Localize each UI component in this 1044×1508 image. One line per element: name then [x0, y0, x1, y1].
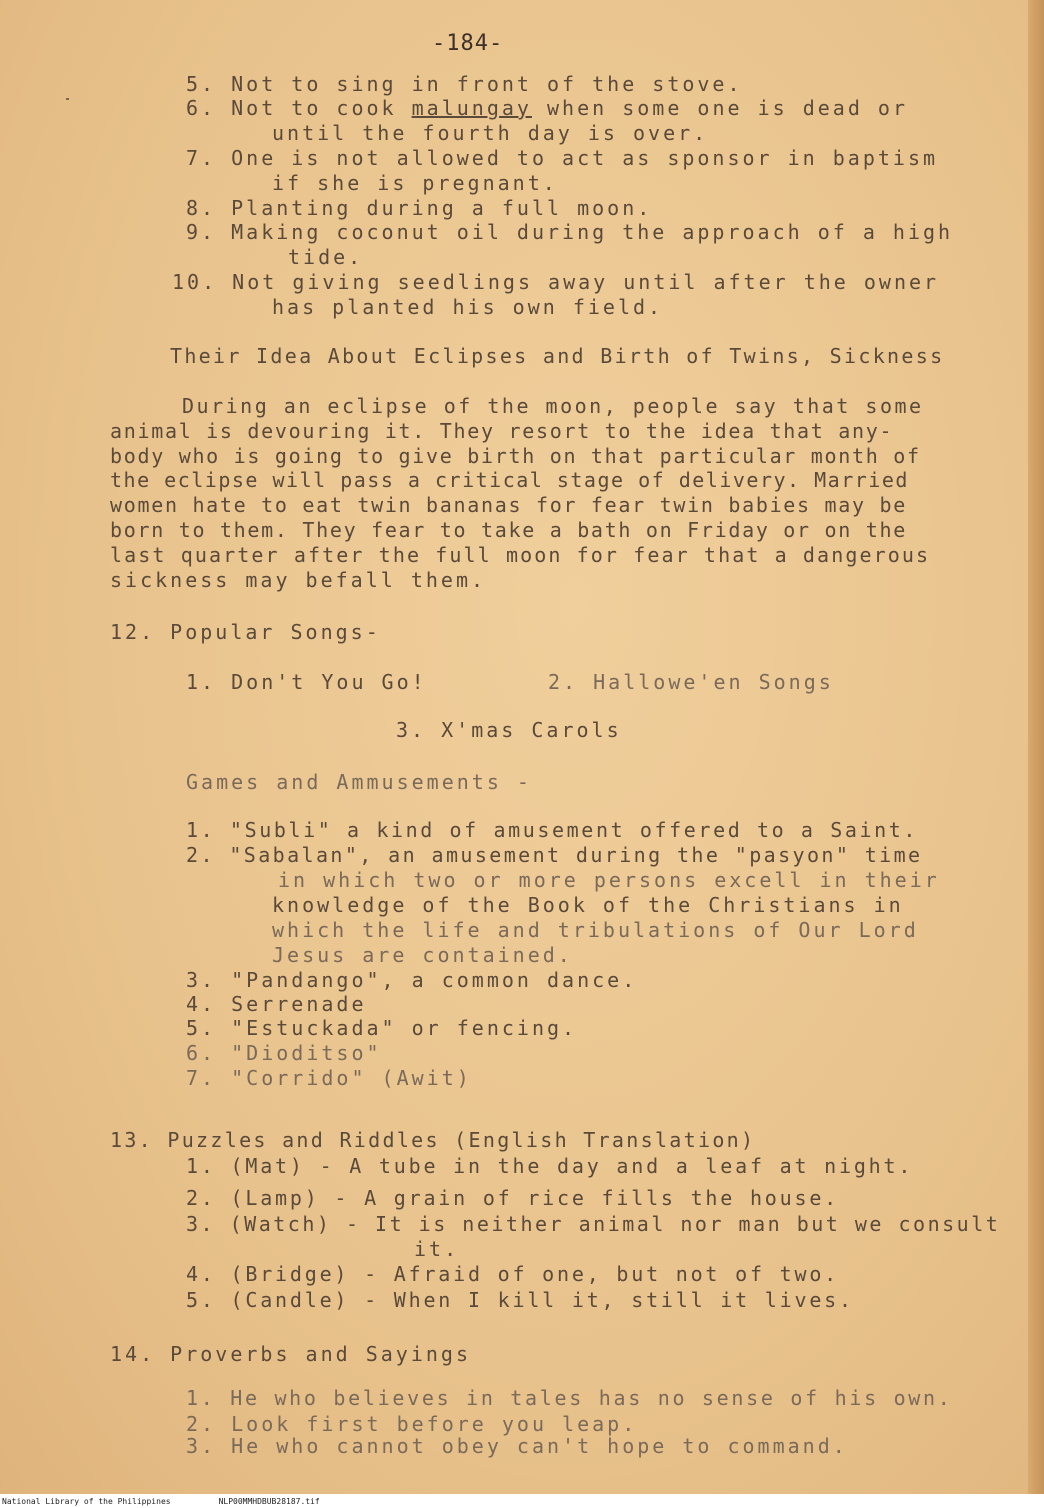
taboo-6-underlined: malungay: [411, 96, 532, 120]
taboo-6: [186, 96, 908, 120]
eclipse-line-6: born to them. They fear to take a bath on Friday or on the: [110, 518, 907, 542]
proverb-3: 3. He who cannot obey can't hope to command.: [186, 1434, 848, 1458]
game-4: 4. Serrenade: [186, 992, 367, 1016]
game-1: 1. "Subli" a kind of amusement offered to a Saint.: [186, 818, 919, 842]
riddle-1: 1. (Mat) - A tube in the day and a leaf at night.: [186, 1154, 914, 1178]
taboo-6-start: 6. Not to cook: [186, 96, 412, 120]
game-2-cont-1: in which two or more persons excell in their: [278, 868, 940, 892]
game-2-cont-3: which the life and tribulations of Our Lord: [272, 918, 919, 942]
proverbs-heading: 14. Proverbs and Sayings: [110, 1342, 471, 1366]
eclipse-line-4: the eclipse will pass a critical stage of delivery. Married: [110, 468, 909, 492]
taboo-7: 7. One is not allowed to act as sponsor in baptism: [186, 146, 939, 170]
riddle-5: 5. (Candle) - When I kill it, still it lives.: [186, 1288, 854, 1312]
song-1: 1. Don't You Go!: [186, 670, 427, 694]
eclipse-line-8: sickness may befall them.: [110, 568, 487, 592]
taboo-6-cont: until the fourth day is over.: [272, 121, 709, 145]
game-2-cont-2: knowledge of the Book of the Christians in: [272, 893, 904, 917]
eclipse-line-1: During an eclipse of the moon, people say that some: [182, 394, 924, 418]
song-2: 2. Hallowe'en Songs: [548, 670, 834, 694]
game-6: 6. "Dioditso": [186, 1041, 382, 1065]
taboo-6-end: when some one is dead or: [531, 96, 908, 120]
riddles-heading: 13. Puzzles and Riddles (English Translation): [110, 1128, 756, 1152]
taboo-10-cont: has planted his own field.: [272, 295, 664, 319]
taboo-8: 8. Planting during a full moon.: [186, 196, 653, 220]
game-3: 3. "Pandango", a common dance.: [186, 968, 638, 992]
eclipse-line-7: last quarter after the full moon for fear that a dangerous: [110, 543, 931, 567]
ink-speck: [66, 98, 69, 100]
game-5: 5. "Estuckada" or fencing.: [186, 1016, 578, 1040]
eclipse-line-2: animal is devouring it. They resort to the idea that any-: [110, 419, 894, 443]
scan-footer: [0, 1494, 1044, 1508]
songs-heading: 12. Popular Songs-: [110, 620, 381, 644]
riddle-3: 3. (Watch) - It is neither animal nor man but we consult: [186, 1212, 1001, 1236]
riddle-4: 4. (Bridge) - Afraid of one, but not of two.: [186, 1262, 840, 1286]
taboo-7-cont: if she is pregnant.: [272, 171, 558, 195]
proverb-2: 2. Look first before you leap.: [186, 1412, 638, 1436]
games-heading: Games and Ammusements -: [186, 770, 532, 794]
eclipse-line-3: body who is going to give birth on that particular month of: [110, 444, 921, 468]
game-2-cont-4: Jesus are contained.: [272, 943, 573, 967]
eclipse-line-5: women hate to eat twin bananas for fear twin babies may be: [110, 493, 907, 517]
game-7: 7. "Corrido" (Awit): [186, 1066, 472, 1090]
taboo-9-cont: tide.: [288, 245, 364, 269]
paper-edge: [1028, 0, 1044, 1500]
taboo-10: 10. Not giving seedlings away until after the owner: [172, 270, 940, 294]
riddle-3-cont: it.: [414, 1237, 460, 1261]
taboo-5: 5. Not to sing in front of the stove.: [186, 72, 743, 96]
page-number: -184-: [432, 31, 504, 56]
game-2: 2. "Sabalan", an amusement during the "pasyon" time: [186, 843, 923, 867]
footer-library: National Library of the Philippines: [2, 1496, 171, 1506]
footer-file: NLP00MMHDBUB28187.tif: [218, 1496, 320, 1506]
song-3: 3. X'mas Carols: [396, 718, 622, 742]
riddle-2: 2. (Lamp) - A grain of rice fills the house.: [186, 1186, 840, 1210]
proverb-1: 1. He who believes in tales has no sense of his own.: [186, 1386, 953, 1410]
taboo-9: 9. Making coconut oil during the approach of a high: [186, 220, 954, 244]
eclipse-heading: Their Idea About Eclipses and Birth of Twins, Sickness: [170, 344, 945, 368]
